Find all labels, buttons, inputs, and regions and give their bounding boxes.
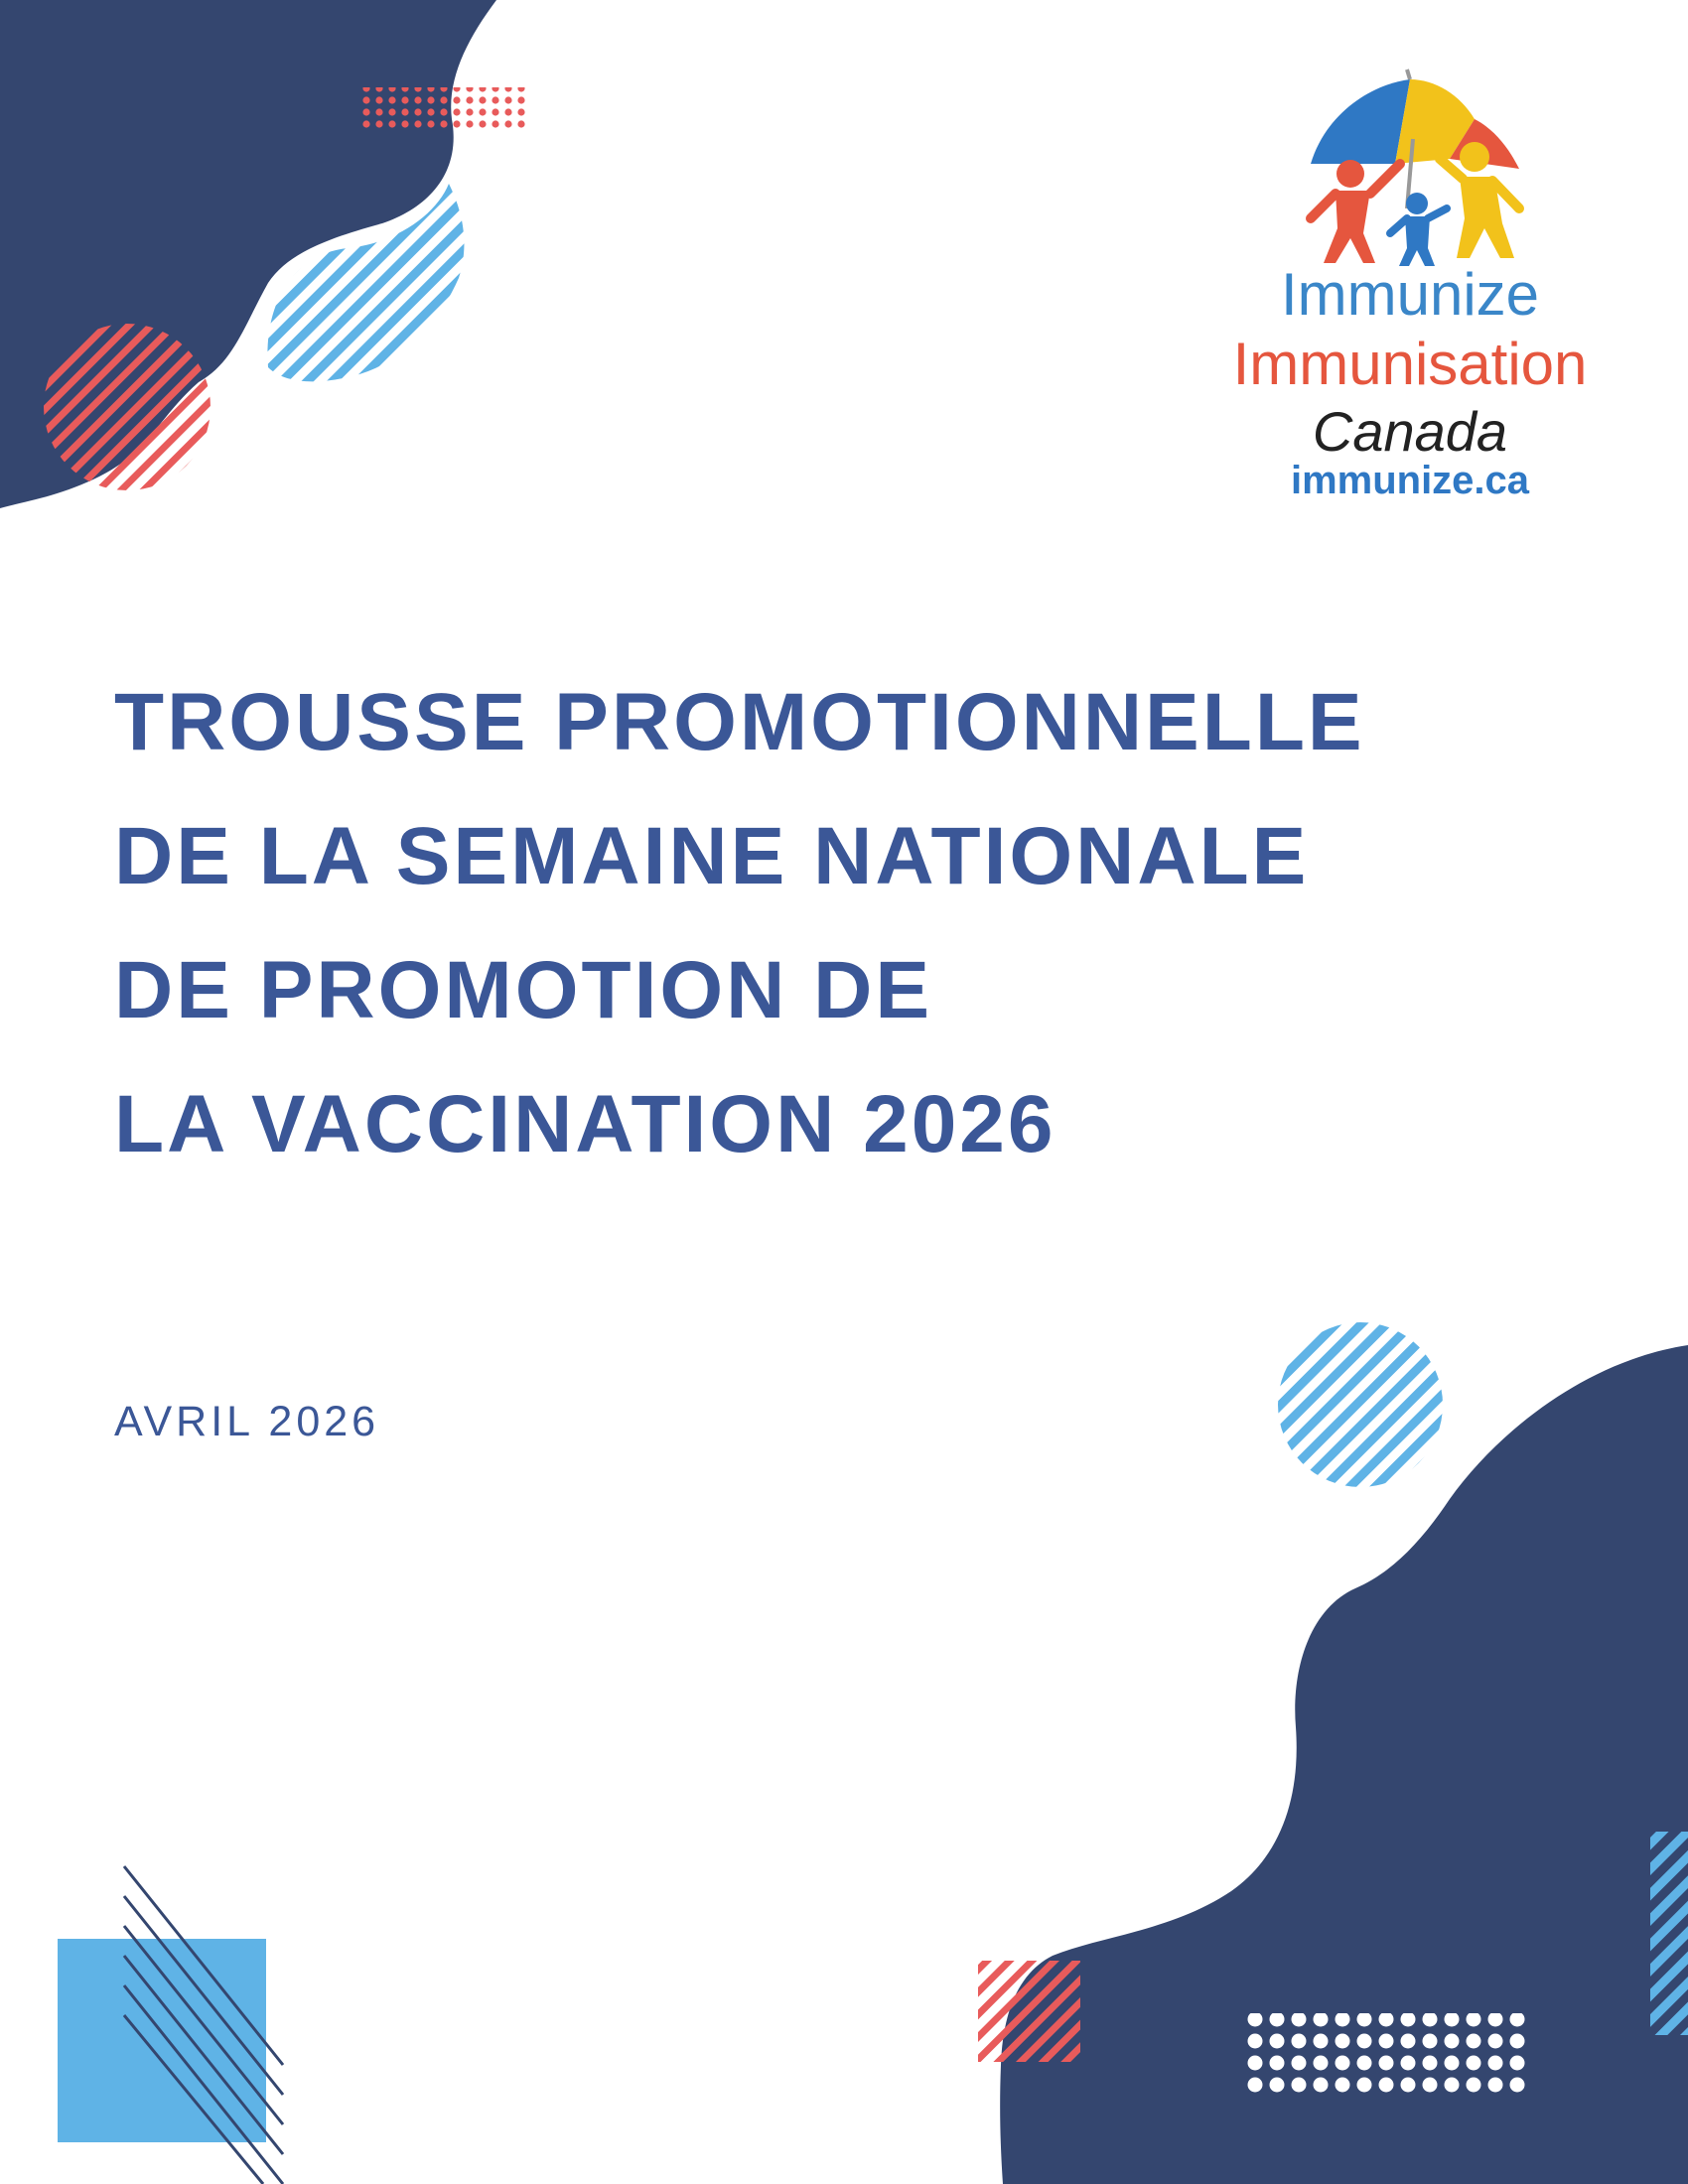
page-title [114, 655, 1365, 1191]
title-line: DE LA SEMAINE NATIONALE [114, 811, 1310, 901]
publication-date: AVRIL 2026 [114, 1398, 380, 1445]
title-line: DE PROMOTION DE [114, 945, 933, 1035]
immunize-canada-logo [1187, 60, 1633, 506]
red-striped-circle [44, 324, 211, 490]
blue-striped-circle [1278, 1322, 1443, 1487]
title-line: TROUSSE PROMOTIONNELLE [114, 677, 1365, 767]
logo-text-canada: Canada [1312, 400, 1508, 463]
logo-text-immunize: Immunize [1280, 261, 1540, 328]
logo-text-url: immunize.ca [1290, 459, 1530, 502]
white-dot-grid [1241, 2013, 1529, 2095]
umbrella-family-icon [1187, 60, 1633, 268]
sky-blue-square [58, 1939, 266, 2142]
red-dot-grid [359, 87, 528, 131]
blue-striped-bar [1650, 1832, 1688, 2035]
logo-text-immunisation: Immunisation [1232, 331, 1588, 397]
red-striped-square [978, 1961, 1080, 2062]
title-line: LA VACCINATION 2026 [114, 1079, 1056, 1169]
